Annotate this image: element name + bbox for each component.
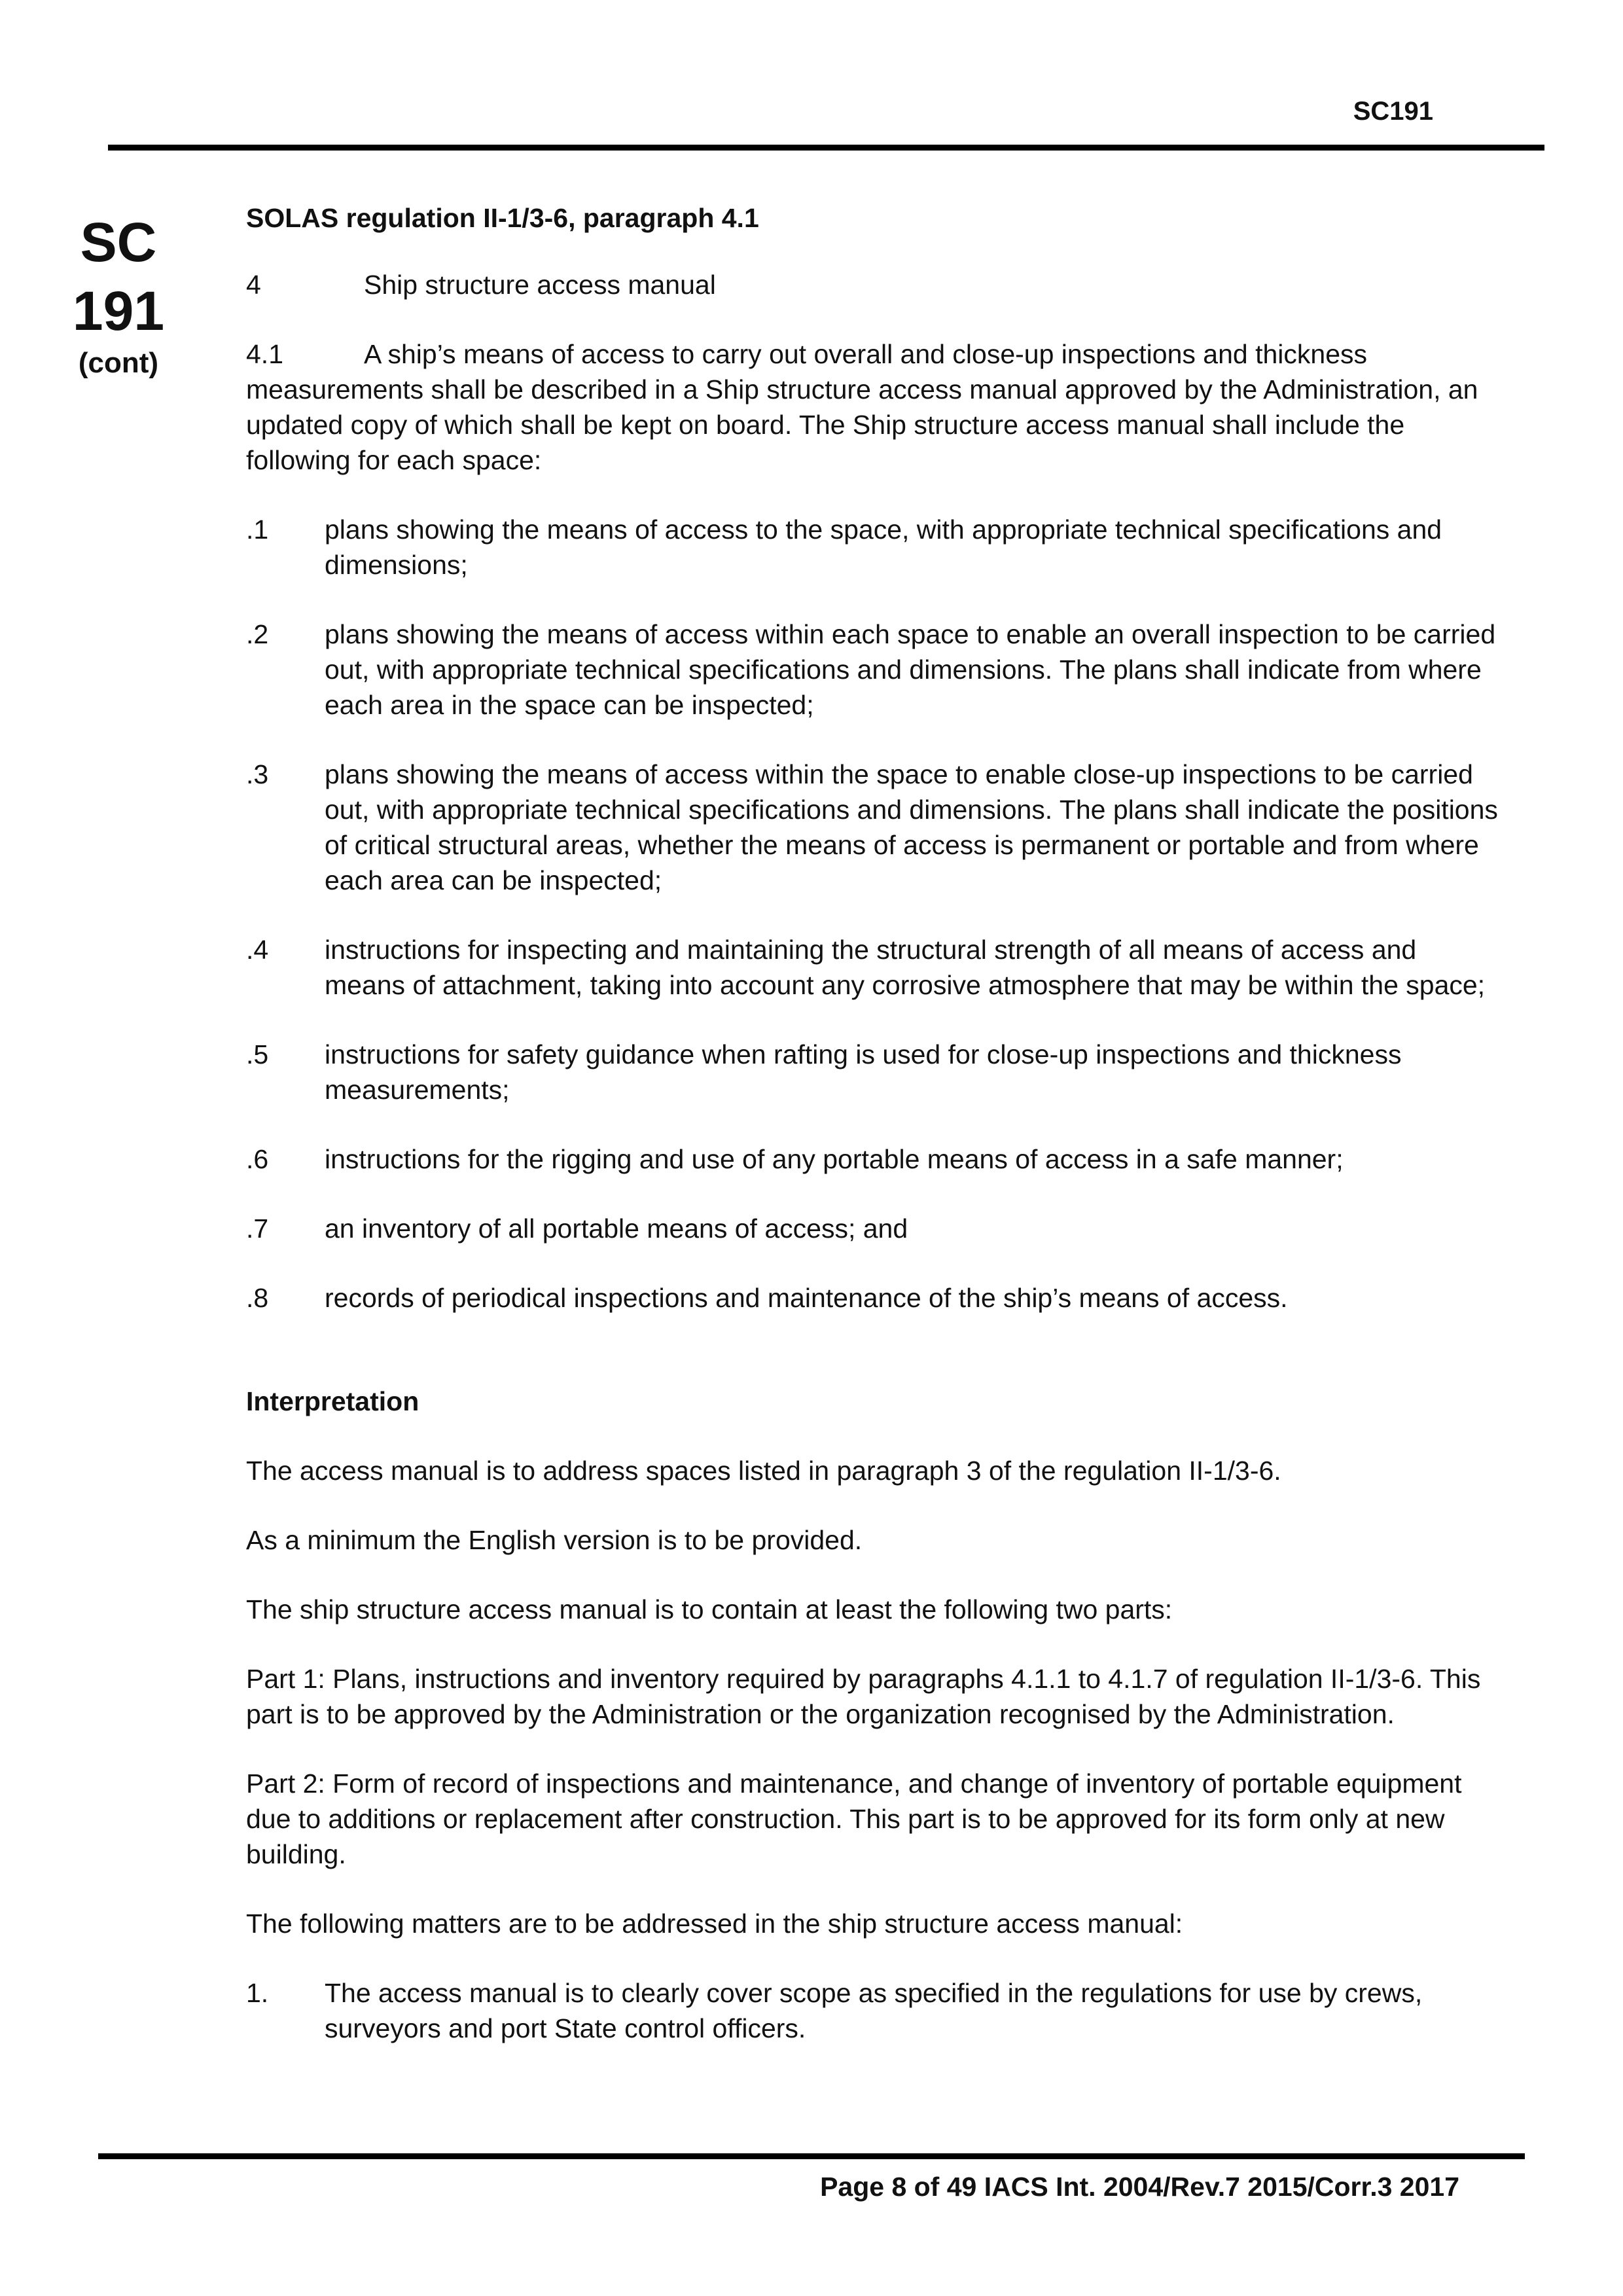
- list-item: [246, 1280, 1503, 1316]
- interpretation-paragraph: The ship structure access manual is to contain at least the following two parts:: [246, 1594, 1173, 1624]
- item-text: an inventory of all portable means of access; and: [325, 1213, 908, 1244]
- interpretation-paragraph: Part 2: Form of record of inspections and maintenance, and change of inventory of portable equipment due to additions or replacement after construction. This part is to be approved for its form only at new building.: [246, 1768, 1462, 1869]
- item-number: .4: [246, 935, 269, 965]
- interpretation-heading: Interpretation: [246, 1386, 419, 1416]
- page-footer: Page 8 of 49 IACS Int. 2004/Rev.7 2015/Corr.3 2017: [820, 2172, 1459, 2202]
- header-code: SC191: [1353, 97, 1433, 126]
- interpretation-paragraph: Part 1: Plans, instructions and inventory required by paragraphs 4.1.1 to 4.1.7 of regulation II-1/3-6. This part is to be approved by the Administration or the organization recognised by the Administration.: [246, 1664, 1481, 1729]
- item-text: plans showing the means of access within the space to enable close-up inspections to be carried out, with appropriate technical specifications and dimensions. The plans shall indicate the positions of critical structural areas, whether the means of access is permanent or portable and from where each area can be inspected;: [325, 759, 1498, 895]
- item-text: plans showing the means of access to the space, with appropriate technical specifications and dimensions;: [325, 514, 1442, 580]
- regulation-items: [246, 512, 1503, 1316]
- section-line: [246, 267, 1503, 302]
- list-item: [246, 932, 1503, 1003]
- paragraph-text: A ship’s means of access to carry out overall and close-up inspections and thickness measurements shall be described in a Ship structure access manual approved by the Administration, an updated copy of which shall be kept on board. The Ship structure access manual shall include the following for each space:: [246, 339, 1478, 475]
- item-text: records of periodical inspections and maintenance of the ship’s means of access.: [325, 1283, 1288, 1313]
- interpretation-paragraph: As a minimum the English version is to be provided.: [246, 1525, 863, 1555]
- side-tag-sc: SC: [80, 211, 157, 273]
- top-divider: [108, 145, 1544, 151]
- list-item: [246, 617, 1503, 723]
- item-number: .6: [246, 1144, 269, 1174]
- side-tag-cont: (cont): [78, 347, 159, 379]
- item-text: The access manual is to clearly cover scope as specified in the regulations for use by crews, surveyors and port State control officers.: [325, 1978, 1423, 2043]
- section-number: 4: [246, 270, 261, 300]
- bottom-divider: [98, 2153, 1525, 2159]
- document-body: [246, 200, 1503, 2080]
- item-text: instructions for the rigging and use of any portable means of access in a safe manner;: [325, 1144, 1344, 1174]
- item-number: .7: [246, 1213, 269, 1244]
- regulation-heading: SOLAS regulation II-1/3-6, paragraph 4.1: [246, 203, 759, 233]
- item-number: .8: [246, 1283, 269, 1313]
- item-number: .2: [246, 619, 269, 649]
- section-title: Ship structure access manual: [364, 270, 716, 300]
- side-tag-number: 191: [72, 280, 165, 342]
- interpretation-list: [246, 1975, 1503, 2046]
- item-number: .1: [246, 514, 269, 545]
- interpretation-paragraph: The following matters are to be addressed in the ship structure access manual:: [246, 1909, 1183, 1939]
- item-number: 1.: [246, 1978, 269, 2008]
- item-text: instructions for safety guidance when rafting is used for close-up inspections and thickness measurements;: [325, 1039, 1402, 1105]
- item-text: instructions for inspecting and maintaining the structural strength of all means of access and means of attachment, taking into account any corrosive atmosphere that may be within the space;: [325, 935, 1486, 1000]
- list-item: [246, 1211, 1503, 1246]
- item-number: .5: [246, 1039, 269, 1069]
- side-tag: [63, 208, 174, 380]
- paragraph-number: 4.1: [246, 339, 283, 369]
- interpretation-paragraph: The access manual is to address spaces listed in paragraph 3 of the regulation II-1/3-6.: [246, 1456, 1281, 1486]
- list-item: [246, 1037, 1503, 1107]
- list-item: [246, 1975, 1503, 2046]
- list-item: [246, 1141, 1503, 1177]
- list-item: [246, 757, 1503, 898]
- item-text: plans showing the means of access within each space to enable an overall inspection to be carried out, with appropriate technical specifications and dimensions. The plans shall indicate from where each area in the space can be inspected;: [325, 619, 1496, 720]
- paragraph-4-1: [246, 336, 1503, 478]
- list-item: [246, 512, 1503, 583]
- item-number: .3: [246, 759, 269, 789]
